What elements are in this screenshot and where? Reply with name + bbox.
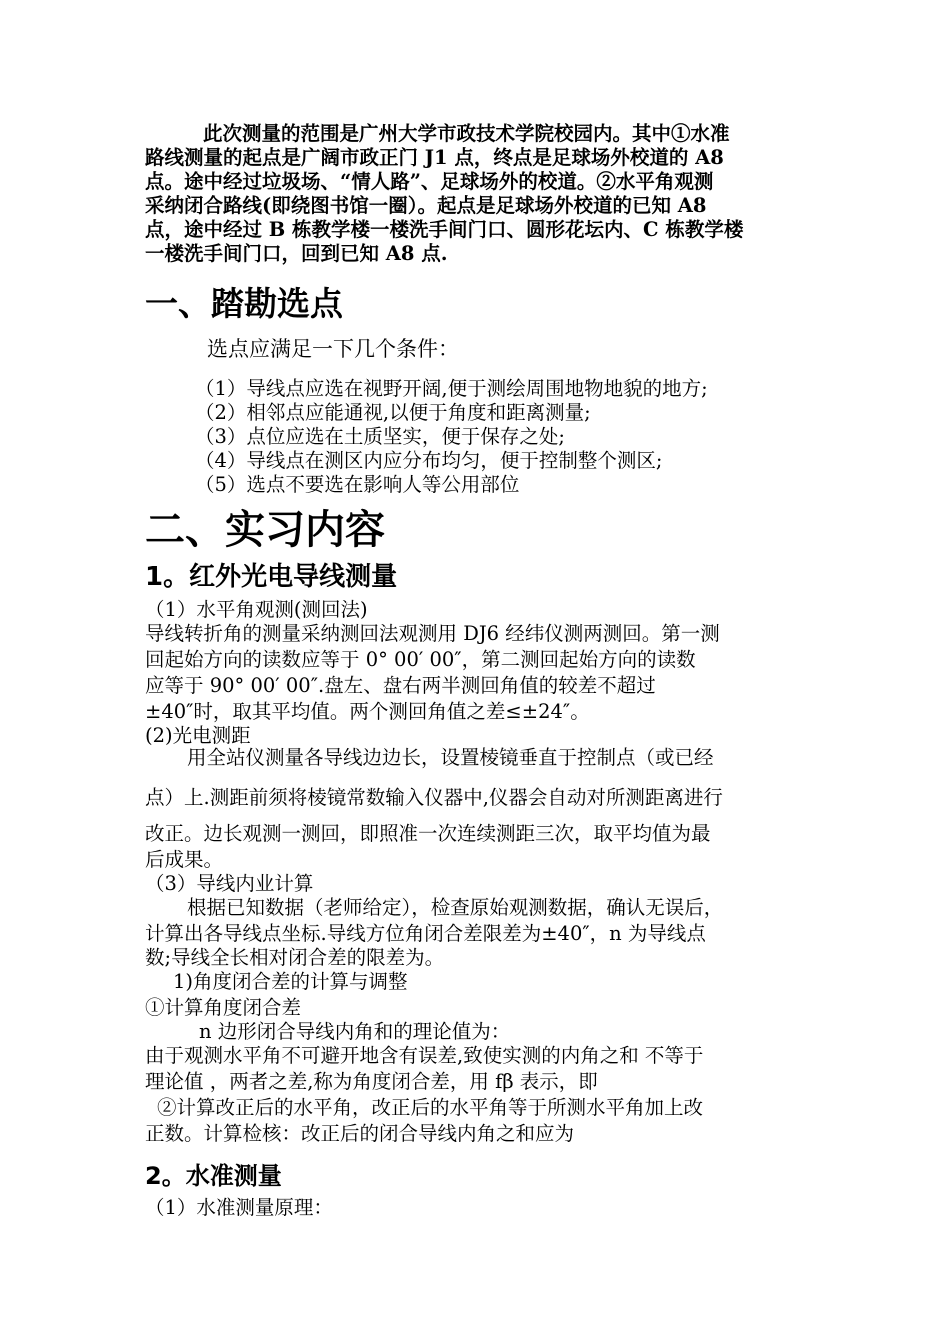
section-1-heading: 一、踏勘选点 — [145, 284, 343, 323]
intro-line-5: 点，途中经过 B 栋教学楼一楼洗手间门口、圆形花坛内、C 栋教学楼 — [145, 218, 744, 241]
edm-line-4: 后成果。 — [145, 848, 224, 871]
calc-line-6: n 边形闭合导线内角和的理论值为： — [199, 1020, 511, 1043]
edm-line-1: 用全站仪测量各导线边边长，设置棱镜垂直于控制点（或已经 — [187, 746, 714, 769]
edm-line-2: 点）上.测距前须将棱镜常数输入仪器中,仪器会自动对所测距离进行 — [145, 786, 723, 809]
intro-line-3: 点。途中经过垃圾场、“情人路”、足球场外的校道。②水平角观测 — [145, 170, 714, 193]
angle-line-1: 导线转折角的测量采纳测回法观测用 DJ6 经纬仪测两测回。第一测 — [145, 622, 720, 645]
angle-line-4: ±40″时，取其平均值。两个测回角值之差≤±24″。 — [145, 700, 590, 723]
calc-heading: （3）导线内业计算 — [145, 872, 314, 895]
level-heading: （1）水准测量原理： — [145, 1196, 333, 1219]
calc-line-2: 计算出各导线点坐标.导线方位角闭合差限差为±40″，n 为导线点 — [145, 922, 706, 945]
calc-line-4: 1)角度闭合差的计算与调整 — [173, 970, 408, 993]
edm-line-3: 改正。边长观测一测回，即照准一次连续测距三次，取平均值为最 — [145, 822, 711, 845]
calc-line-9: ②计算改正后的水平角，改正后的水平角等于所测水平角加上改 — [157, 1096, 704, 1119]
angle-line-2: 回起始方向的读数应等于 0° 00′ 00″，第二测回起始方向的读数 — [145, 648, 696, 671]
angle-heading: （1）水平角观测(测回法) — [145, 598, 368, 621]
condition-item-5: （5）选点不要选在影响人等公用部位 — [195, 473, 520, 496]
angle-line-3: 应等于 90° 00′ 00″.盘左、盘右两半测回角值的较差不超过 — [145, 674, 656, 697]
calc-line-10: 正数。计算检核：改正后的闭合导线内角之和应为 — [145, 1122, 575, 1145]
intro-line-4: 采纳闭合路线(即绕图书馆一圈）。起点是足球场外校道的已知 A8 — [145, 194, 707, 217]
edm-heading: (2)光电测距 — [145, 724, 251, 747]
section-2-heading: 二、实习内容 — [145, 507, 385, 553]
intro-line-1: 此次测量的范围是广州大学市政技术学院校园内。其中①水准 — [203, 122, 730, 145]
calc-line-5: ①计算角度闭合差 — [145, 996, 302, 1019]
calc-line-7: 由于观测水平角不可避开地含有误差,致使实测的内角之和 不等于 — [145, 1044, 704, 1067]
subsection-2-heading: 2。水准测量 — [145, 1162, 282, 1190]
condition-item-2: （2）相邻点应能通视,以便于角度和距离测量; — [195, 401, 591, 424]
calc-line-1: 根据已知数据（老师给定），检查原始观测数据，确认无误后， — [187, 896, 724, 919]
calc-line-3: 数;导线全长相对闭合差的限差为。 — [145, 946, 445, 969]
intro-line-2: 路线测量的起点是广阔市政正门 J1 点，终点是足球场外校道的 A8 — [145, 146, 724, 169]
calc-line-8: 理论值 ，两者之差,称为角度闭合差，用 fβ 表示，即 — [145, 1070, 598, 1093]
intro-line-6: 一楼洗手间门口，回到已知 A8 点. — [145, 242, 448, 265]
condition-item-3: （3）点位应选在土质坚实，便于保存之处; — [195, 425, 565, 448]
section-1-lead: 选点应满足一下几个条件： — [207, 338, 459, 361]
condition-item-1: （1）导线点应选在视野开阔,便于测绘周围地物地貌的地方; — [195, 377, 708, 400]
subsection-1-heading: 1。红外光电导线测量 — [145, 562, 398, 592]
condition-item-4: （4）导线点在测区内应分布均匀，便于控制整个测区; — [195, 449, 663, 472]
